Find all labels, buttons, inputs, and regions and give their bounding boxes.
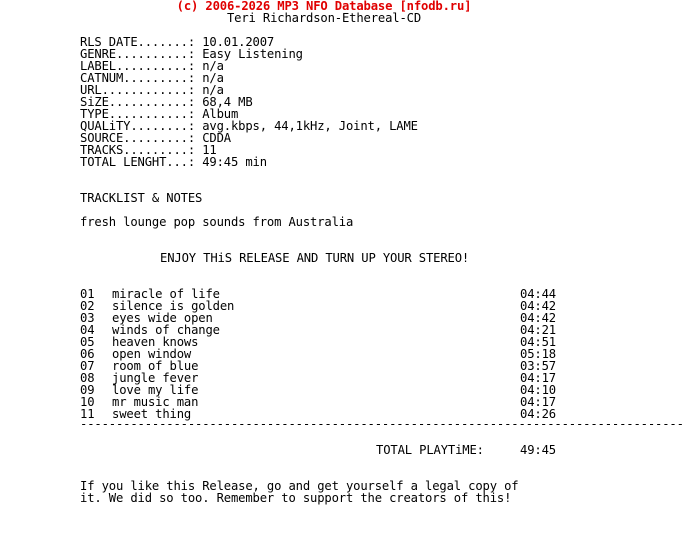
track-time: 04:51: [520, 335, 556, 349]
track-title: silence is golden: [112, 299, 235, 313]
footer-line-1: If you like this Release, go and get yourself a legal copy of: [80, 479, 519, 493]
tracklist-separator: ------------------------------------------------------------------------------------: [80, 417, 684, 431]
track-time: 04:21: [520, 323, 556, 337]
track-title: winds of change: [112, 323, 220, 337]
info-label: QUALiTY........:: [80, 119, 195, 133]
info-label: RLS DATE.......:: [80, 35, 195, 49]
track-time: 04:17: [520, 371, 556, 385]
total-playtime-label: TOTAL PLAYTiME:: [376, 443, 484, 457]
track-time: 04:42: [520, 311, 556, 325]
info-value: 68,4 MB: [202, 95, 253, 109]
info-label: GENRE..........:: [80, 47, 195, 61]
track-title: open window: [112, 347, 192, 361]
track-time: 05:18: [520, 347, 556, 361]
track-title: heaven knows: [112, 335, 199, 349]
track-number: 05: [80, 335, 95, 349]
tracklist-heading: TRACKLIST & NOTES: [80, 191, 203, 205]
release-title: Teri Richardson-Ethereal-CD: [226, 11, 422, 25]
info-label: TOTAL LENGHT...:: [80, 155, 195, 169]
enjoy-release-banner: ENJOY THiS RELEASE AND TURN UP YOUR STEREO!: [160, 251, 470, 265]
track-number: 04: [80, 323, 95, 337]
track-title: jungle fever: [112, 371, 199, 385]
footer-line-2: it. We did so too. Remember to support the creators of this!: [80, 491, 512, 505]
info-value: CDDA: [202, 131, 231, 145]
info-label: CATNUM.........:: [80, 71, 195, 85]
track-title: mr music man: [112, 395, 199, 409]
info-value: 11: [202, 143, 217, 157]
info-value: Easy Listening: [202, 47, 303, 61]
info-value: n/a: [202, 71, 224, 85]
info-label: URL............:: [80, 83, 195, 97]
track-title: eyes wide open: [112, 311, 213, 325]
track-time: 04:17: [520, 395, 556, 409]
info-value: 10.01.2007: [202, 35, 275, 49]
track-title: sweet thing: [112, 407, 192, 421]
track-time: 04:10: [520, 383, 556, 397]
track-number: 03: [80, 311, 95, 325]
track-title: love my life: [112, 383, 199, 397]
track-time: 04:44: [520, 287, 556, 301]
info-label: LABEL..........:: [80, 59, 195, 73]
info-row-total-length: [80, 156, 267, 168]
track-number: 02: [80, 299, 95, 313]
nfodb-credit: (c) 2006-2026 MP3 NFO Database [nfodb.ru]: [176, 0, 472, 13]
track-title: miracle of life: [112, 287, 220, 301]
track-title: room of blue: [112, 359, 199, 373]
info-value: n/a: [202, 59, 224, 73]
track-number: 10: [80, 395, 95, 409]
info-value: 49:45 min: [202, 155, 267, 169]
track-number: 08: [80, 371, 95, 385]
info-label: SiZE...........:: [80, 95, 195, 109]
track-number: 07: [80, 359, 95, 373]
total-playtime-value: 49:45: [520, 443, 556, 457]
track-time: 04:42: [520, 299, 556, 313]
info-value: Album: [202, 107, 239, 121]
track-number: 11: [80, 407, 95, 421]
track-time: 04:26: [520, 407, 556, 421]
info-value: n/a: [202, 83, 224, 97]
info-label: SOURCE.........:: [80, 131, 195, 145]
track-number: 06: [80, 347, 95, 361]
release-description: fresh lounge pop sounds from Australia: [80, 215, 354, 229]
info-label: TYPE...........:: [80, 107, 195, 121]
info-value: avg.kbps, 44,1kHz, Joint, LAME: [202, 119, 418, 133]
track-number: 01: [80, 287, 95, 301]
info-label: TRACKS.........:: [80, 143, 195, 157]
track-time: 03:57: [520, 359, 556, 373]
track-number: 09: [80, 383, 95, 397]
